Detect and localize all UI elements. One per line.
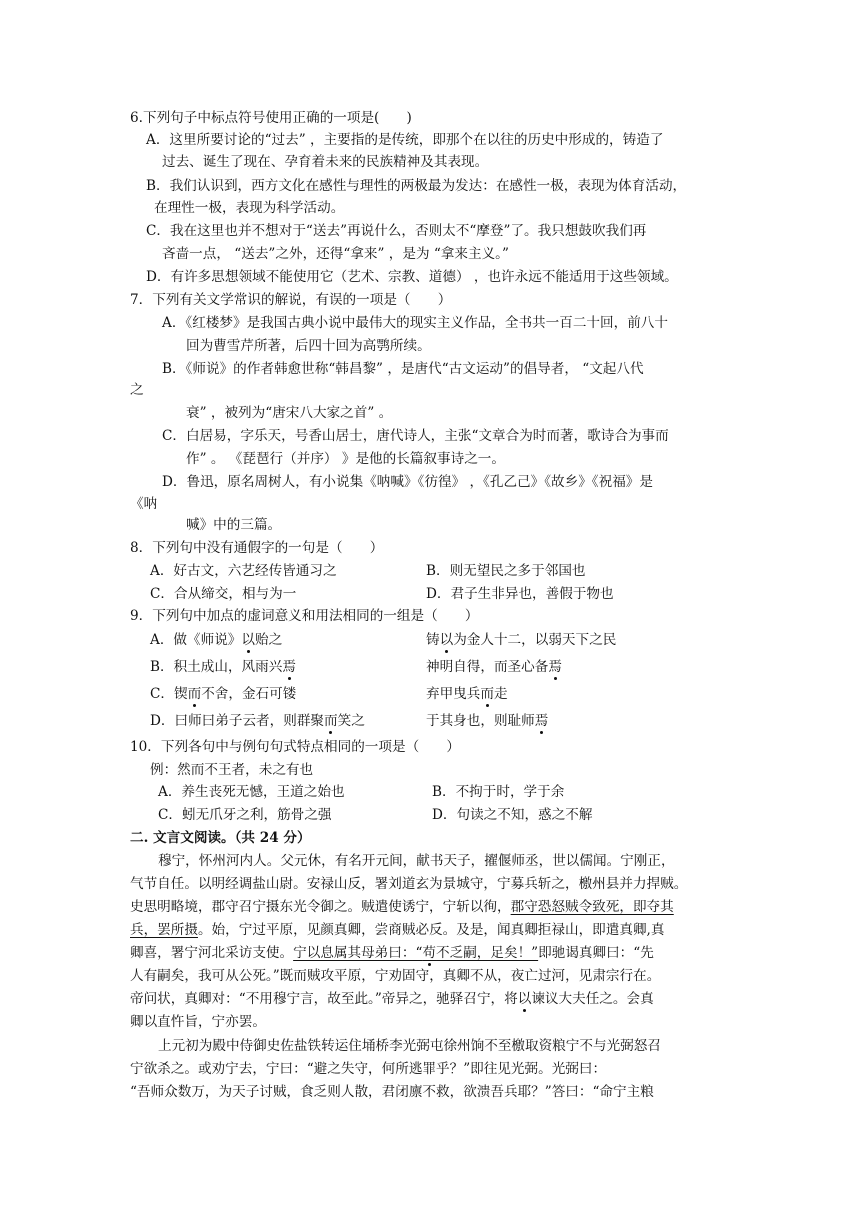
q9-c-left-dotted: 而 bbox=[187, 686, 202, 702]
q9-d-right-dotted: 焉 bbox=[534, 713, 549, 729]
q8-option-c: C．合从缔交，相与为一 bbox=[150, 586, 297, 602]
q6-option-b-line1: B．我们认识到，西方文化在感性与理性的两极最为发达：在感性一极，表现为体育活动， bbox=[146, 178, 687, 194]
q9-option-c-left: C．锲而不舍，金石可镂 bbox=[150, 686, 297, 702]
underlined-sentence-1: 郡守恐怒贼令致死，即夺其 bbox=[510, 899, 674, 915]
q9-option-a-left: A．做《师说》以贻之 bbox=[150, 632, 283, 648]
q7-option-a-line1: A．《红楼梦》是我国古典小说中最伟大的现实主义作品，全书共一百二十回，前八十 bbox=[162, 315, 668, 331]
q10-example: 例：然而不王者，未之有也 bbox=[150, 762, 314, 778]
q7-option-c-line1: C．白居易，字乐天，号香山居士，唐代诗人，主张“文章合为时而著，歌诗合为事而 bbox=[162, 428, 669, 444]
q9-b-right-dotted: 焉 bbox=[548, 659, 562, 675]
dotted-char-gou: 苟 bbox=[422, 945, 437, 961]
q9-a-right-dotted: 以 bbox=[439, 632, 454, 648]
passage-p2-line2: 宁欲杀之。或劝宁去，宁曰：“避之失守，何所逃罪乎？”即往见光弼。光弼曰： bbox=[130, 1061, 607, 1077]
passage-p1-line3: 史思明略境，郡守召宁摄东光令御之。贼遣使诱宁，宁斩以徇，郡守恐怒贼令致死，即夺其 bbox=[130, 899, 674, 915]
q6-option-a-line1: A．这里所要讨论的“过去” ，主要指的是传统，即那个在以往的历史中形成的，铸造了 bbox=[146, 132, 664, 148]
q6-option-c-line1: C．我在这里也并不想对于“送去”再说什么，否则太不“摩登”了。我只想鼓吹我们再 bbox=[146, 223, 647, 239]
q10-option-c: C．蚓无爪牙之利，筋骨之强 bbox=[158, 807, 332, 823]
q10-option-d: D．句读之不知，惑之不解 bbox=[432, 807, 593, 823]
passage-p1-line6: 人有嗣矣，我可从公死。”既而贼攻平原，宁劝固守，真卿不从，夜亡过河，见肃宗行在。 bbox=[130, 968, 661, 984]
q6-option-a-line2: 过去、诞生了现在、孕育着未来的民族精神及其表现。 bbox=[162, 154, 489, 170]
q7-option-b-wrap: 之 bbox=[130, 382, 144, 398]
underlined-sentence-1-cont: 兵，罢所摄 bbox=[130, 922, 198, 938]
q6-option-b-line2: 在理性一极，表现为科学活动。 bbox=[154, 200, 345, 216]
passage-p1-line5: 卿喜，署宁河北采访支使。宁以息属其母弟曰：“苟不乏嗣，足矣！”即驰谒真卿曰：“先 bbox=[130, 945, 654, 961]
q7-option-b-line1: B．《师说》的作者韩愈世称“韩昌黎” ，是唐代“古文运动”的倡导者， “文起八代 bbox=[162, 361, 644, 377]
q6-stem: 6.下列句子中标点符号使用正确的一项是( ) bbox=[130, 110, 412, 126]
q9-option-c-right: 弃甲曳兵而走 bbox=[426, 686, 508, 702]
q7-stem: 7．下列有关文学常识的解说，有误的一项是（ ） bbox=[130, 292, 452, 308]
q9-option-d-left: D．曰师曰弟子云者，则群聚而笑之 bbox=[150, 713, 365, 729]
q7-option-d-line2: 喊》中的三篇。 bbox=[186, 517, 282, 533]
q7-option-d-line1: D．鲁迅，原名周树人，有小说集《呐喊》《彷徨》 ，《孔乙己》《故乡》《祝福》是 bbox=[162, 474, 653, 490]
dotted-char-yi: 以 bbox=[517, 991, 532, 1007]
q7-option-d-wrap: 《呐 bbox=[130, 496, 158, 512]
q9-stem: 9．下列句中加点的虚词意义和用法相同的一组是（ ） bbox=[130, 608, 479, 624]
q7-option-a-line2: 回为曹雪芹所著，后四十回为高鹗所续。 bbox=[186, 338, 431, 354]
underlined-sentence-2: 宁以息属其母弟曰：“苟不乏嗣，足矣！” bbox=[293, 945, 539, 961]
q9-c-right-dotted: 而 bbox=[480, 686, 494, 702]
passage-p1-line7: 帝问状，真卿对：“不用穆宁言，故至此。”帝异之，驰驿召宁，将以谏议大夫任之。会真 bbox=[130, 991, 654, 1007]
q8-option-d: D．君子生非异也，善假于物也 bbox=[426, 586, 614, 602]
q9-a-left-dotted: 以 bbox=[241, 632, 255, 648]
q6-option-c-line2: 吝啬一点， “送去”之外，还得“拿来” ，是为 “拿来主义。” bbox=[162, 246, 509, 262]
q9-option-b-left: B．积土成山，风雨兴焉 bbox=[150, 659, 296, 675]
q9-option-d-right: 于其身也，则耻师焉 bbox=[426, 713, 549, 729]
q8-option-b: B．则无望民之多于邻国也 bbox=[426, 563, 586, 579]
q9-b-left-dotted: 焉 bbox=[282, 659, 296, 675]
passage-p1-line8: 卿以直忤旨，宁亦罢。 bbox=[130, 1014, 266, 1030]
q9-d-left-dotted: 而 bbox=[324, 713, 338, 729]
section-2-title: 二. 文言文阅读。（共 24 分） bbox=[130, 830, 311, 846]
q9-option-b-right: 神明自得，而圣心备焉 bbox=[426, 659, 562, 675]
passage-p2-line3: “吾师众数万，为天子讨贼，食乏则人散，君闭廪不救，欲溃吾兵耶？”答曰：“命宁主粮 bbox=[130, 1084, 654, 1100]
passage-p1-line2: 气节自任。以明经调盐山尉。安禄山反，署刘道玄为景城守，宁募兵斩之，檄州县并力捍贼。 bbox=[130, 876, 688, 892]
q8-stem: 8．下列句中没有通假字的一句是（ ） bbox=[130, 540, 384, 556]
q8-option-a: A．好古文，六艺经传皆通习之 bbox=[150, 563, 337, 579]
q7-option-c-line2: 作” 。 《琵琶行（并序） 》是他的长篇叙事诗之一。 bbox=[186, 451, 505, 467]
passage-p1-line1: 穆宁，怀州河内人。父元休，有名开元间，献书天子，擢偃师丞，世以儒闻。宁刚正， bbox=[158, 853, 675, 869]
q6-option-d: D．有许多思想领域不能使用它（艺术、宗教、道德） ，也许永远不能适用于这些领域。 bbox=[146, 269, 678, 285]
passage-p2-line1: 上元初为殿中侍御史佐盐铁转运住埇桥李光弼屯徐州饷不至檄取资粮宁不与光弼怒召 bbox=[158, 1038, 661, 1054]
passage-p1-line4: 兵，罢所摄。始，宁过平原，见颜真卿，尝商贼必反。及是，闻真卿拒禄山，即遣真卿,真 bbox=[130, 922, 665, 938]
q10-option-b: B．不拘于时，学于余 bbox=[432, 784, 565, 800]
q7-option-b-line2: 衰” ，被列为“唐宋八大家之首” 。 bbox=[186, 405, 393, 421]
q10-stem: 10．下列各句中与例句句式特点相同的一项是（ ） bbox=[130, 739, 460, 755]
q9-option-a-right: 铸以为金人十二，以弱天下之民 bbox=[426, 632, 617, 648]
q10-option-a: A．养生丧死无憾，王道之始也 bbox=[158, 784, 345, 800]
